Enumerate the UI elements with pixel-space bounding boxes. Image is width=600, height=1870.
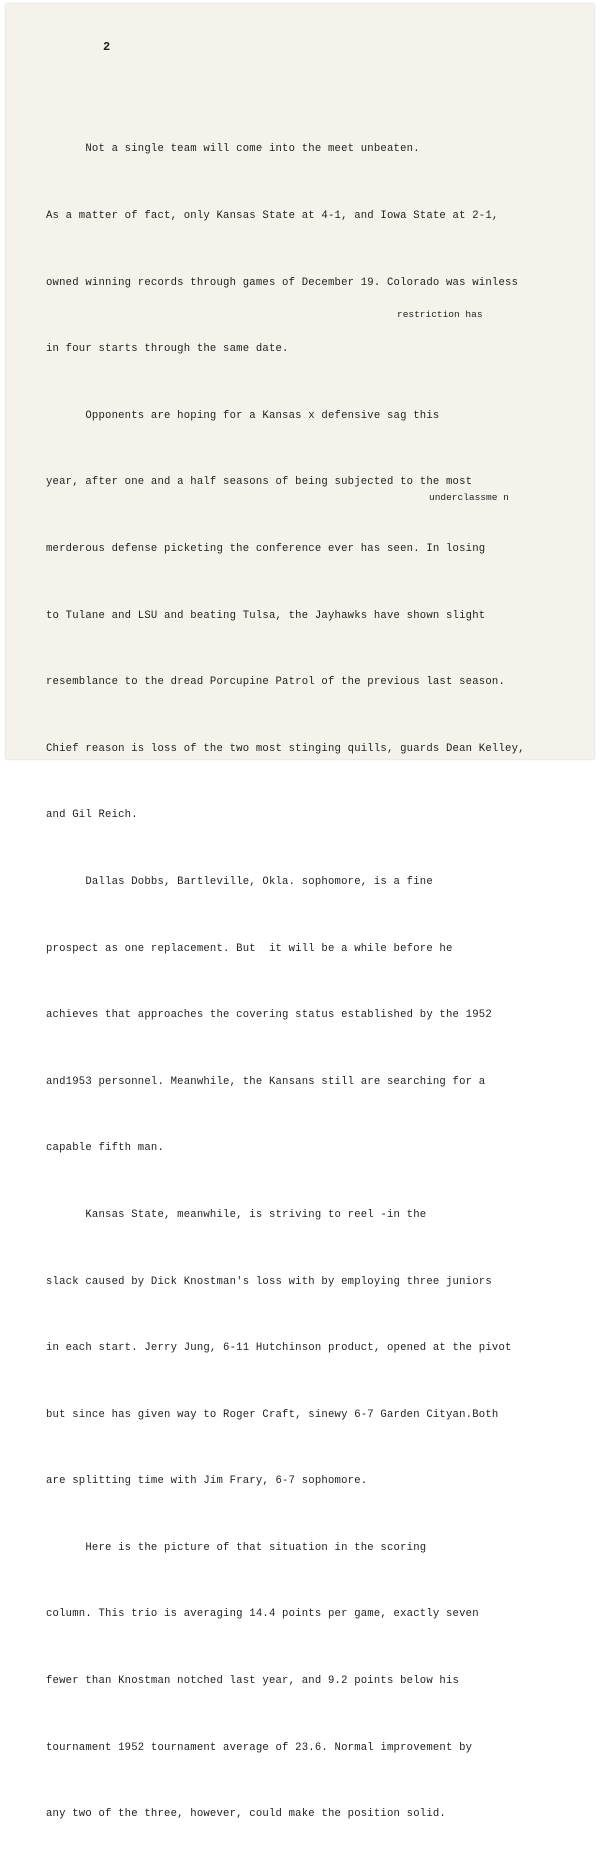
text-line: and1953 personnel. Meanwhile, the Kansans still are searching for a — [46, 1075, 486, 1088]
text-line: and Gil Reich. — [46, 809, 138, 822]
text-line: achieves that approaches the covering status established by the 1952 — [46, 1009, 492, 1022]
text-line: Kansas State, meanwhile, is striving to reel -in the — [46, 1208, 427, 1221]
text-line: to Tulane and LSU and beating Tulsa, the Jayhawks have shown slight — [46, 609, 486, 622]
text-line: Opponents are hoping for a Kansas x defensive sag this — [46, 409, 440, 422]
text-line: slack caused by Dick Knostman's loss with by employing three juniors — [46, 1275, 492, 1288]
page-number: 2 — [103, 40, 111, 54]
text-line: year, after one and a half seasons of being subjected to the most — [46, 476, 473, 489]
text-line: As a matter of fact, only Kansas State at 4-1, and Iowa State at 2-1, — [46, 210, 499, 222]
text-line: any two of the three, however, could make the position solid. — [46, 1808, 446, 1821]
handwritten-insertion-underclassmen: underclassme n — [429, 492, 509, 503]
typed-body-text — [46, 94, 526, 1870]
text-line: in each start. Jerry Jung, 6-11 Hutchinson product, opened at the pivot — [46, 1342, 512, 1355]
text-line: resemblance to the dread Porcupine Patrol of the previous last season. — [46, 676, 506, 689]
text-line: column. This trio is averaging 14.4 points per game, exactly seven — [46, 1608, 479, 1621]
text-line: Not a single team will come into the meet unbeaten. — [46, 143, 420, 156]
text-line: Here is the picture of that situation in the scoring — [46, 1541, 427, 1554]
text-line: prospect as one replacement. But it will be a while before he — [46, 942, 453, 955]
text-line: are splitting time with Jim Frary, 6-7 sophomore. — [46, 1475, 368, 1488]
text-line: in four starts through the same date. — [46, 343, 289, 356]
text-line: tournament 1952 tournament average of 23.6. Normal improvement by — [46, 1741, 473, 1754]
handwritten-insertion-restriction: restriction has — [397, 309, 483, 320]
document-page — [6, 4, 594, 1821]
text-line: Dallas Dobbs, Bartleville, Okla. sophomore, is a fine — [46, 875, 433, 888]
text-line: Chief reason is loss of the two most stinging quills, guards Dean Kelley, — [46, 742, 525, 755]
text-line: but since has given way to Roger Craft, sinewy 6-7 Garden Cityan.Both — [46, 1408, 499, 1421]
text-line: merderous defense picketing the conference ever has seen. In losing — [46, 542, 486, 555]
text-line: fewer than Knostman notched last year, and 9.2 points below his — [46, 1675, 460, 1688]
text-line: owned winning records through games of December 19. Colorado was winless — [46, 276, 519, 289]
text-line: capable fifth man. — [46, 1142, 165, 1155]
